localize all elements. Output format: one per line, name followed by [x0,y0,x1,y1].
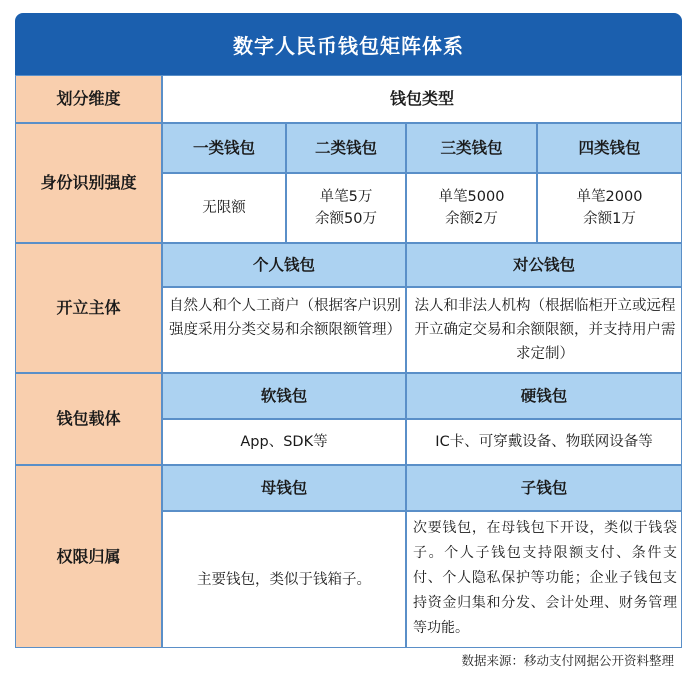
wallet-matrix-table [15,13,682,673]
parent-wallet: 母钱包 [162,465,406,511]
corporate-wallet: 对公钱包 [406,243,682,287]
permission-label: 权限归属 [15,465,162,648]
type3-limit-line2: 余额2万 [445,211,498,227]
data-source-note: 数据来源：移动支付网据公开资料整理 [461,653,674,668]
dimension-header: 划分维度 [15,75,162,123]
personal-wallet: 个人钱包 [162,243,406,287]
identity-strength-label: 身份识别强度 [15,123,162,243]
type4-limit [537,173,682,243]
soft-wallet: 软钱包 [162,373,406,419]
table-title: 数字人民币钱包矩阵体系 [15,13,682,75]
child-wallet-desc: 次要钱包，在母钱包下开设，类似于钱袋子。个人子钱包支持限额支付、条件支付、个人隐私保护等功能；企业子钱包支持资金归集和分发、会计处理、财务管理等功能。 [406,511,682,648]
type1-limit [162,173,286,243]
type1-wallet: 一类钱包 [162,123,286,173]
type1-limit-line1: 无限额 [202,200,246,216]
type3-limit-line1: 单笔5000 [438,189,505,205]
corporate-wallet-desc: 法人和非法人机构（根据临柜开立或远程开立确定交易和余额限额，并支持用户需求定制） [406,287,682,373]
type2-limit [286,173,406,243]
type2-limit-line2: 余额50万 [315,211,377,227]
type4-wallet: 四类钱包 [537,123,682,173]
type3-limit [406,173,537,243]
parent-wallet-desc: 主要钱包，类似于钱箱子。 [162,511,406,648]
wallet-carrier-label: 钱包载体 [15,373,162,465]
personal-wallet-desc: 自然人和个人工商户（根据客户识别强度采用分类交易和余额限额管理） [162,287,406,373]
type2-limit-line1: 单笔5万 [319,189,373,205]
wallet-type-header: 钱包类型 [162,75,682,123]
type4-limit-line1: 单笔2000 [576,189,643,205]
opening-entity-label: 开立主体 [15,243,162,373]
soft-wallet-desc: App、SDK等 [162,419,406,465]
type2-wallet: 二类钱包 [286,123,406,173]
hard-wallet: 硬钱包 [406,373,682,419]
hard-wallet-desc: IC卡、可穿戴设备、物联网设备等 [406,419,682,465]
child-wallet: 子钱包 [406,465,682,511]
type4-limit-line2: 余额1万 [583,211,636,227]
type3-wallet: 三类钱包 [406,123,537,173]
